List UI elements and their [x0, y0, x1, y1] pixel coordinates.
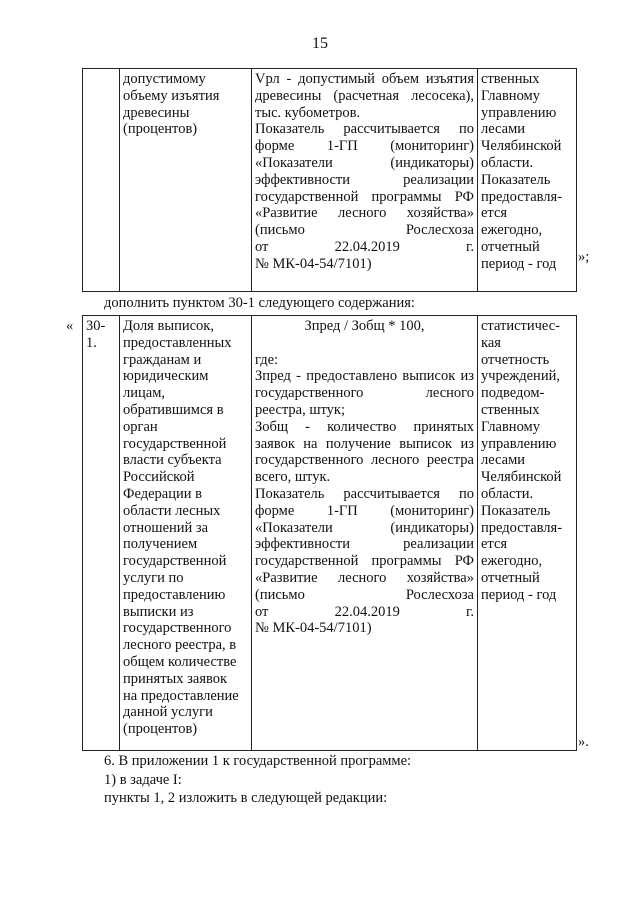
- cell-line: лицам,: [123, 385, 165, 402]
- cell-line: (письмо Рослесхоза: [255, 222, 474, 239]
- cell-line: отношений за: [123, 519, 209, 536]
- item-number-cell: 30-1.: [83, 316, 120, 751]
- cell-line: древесины: [123, 104, 190, 121]
- cell-line: тыс. кубометров.: [255, 104, 361, 121]
- cell-line: услуги по: [123, 569, 184, 586]
- cell-line: период - год: [481, 255, 557, 272]
- cell-line: Главному: [481, 87, 540, 104]
- cell-line: Зпред - предоставлено выписок из: [255, 368, 474, 385]
- opening-quote-mark: «: [66, 318, 74, 334]
- cell-line: Vрл - допустимый объем изъятия: [255, 71, 474, 87]
- cell-line: принятых заявок: [123, 670, 228, 687]
- cell-line: (процентов): [123, 121, 198, 138]
- cell-line: ственных: [481, 401, 540, 418]
- cell-line: Показатель рассчитывается по: [255, 121, 474, 138]
- cell-line: государственной программы РФ: [255, 188, 474, 205]
- cell-line: государственного лесного: [255, 385, 474, 402]
- cell-line: государственного: [123, 620, 232, 637]
- cell-line: гражданам и: [123, 351, 202, 368]
- calculation-method-cell: [252, 316, 478, 751]
- cell-line: от 22.04.2019 г.: [255, 238, 474, 255]
- cell-line: объему изъятия: [123, 87, 220, 104]
- cell-line: выписки из: [123, 603, 194, 620]
- number-cell: [83, 69, 120, 292]
- cell-line: от 22.04.2019 г.: [255, 603, 474, 620]
- cell-line: где:: [255, 351, 279, 368]
- paragraph: 6. В приложении 1 к государственной программе:: [104, 753, 412, 769]
- cell-line: «Развитие лесного хозяйства»: [255, 205, 474, 222]
- cell-line: Челябинской: [481, 469, 562, 486]
- cell-line: эффективности реализации: [255, 536, 474, 553]
- cell-line: ственных: [481, 71, 540, 87]
- closing-quote-mark: ».: [578, 734, 589, 750]
- paragraph: пункты 1, 2 изложить в следующей редакции:: [104, 790, 388, 806]
- indicator-table-item-30-1: [82, 315, 577, 751]
- cell-line: период - год: [481, 586, 557, 603]
- cell-line: орган: [123, 418, 158, 435]
- cell-line: юридическим: [123, 368, 209, 385]
- indicator-name-cell: [120, 316, 252, 751]
- cell-line: Главному: [481, 418, 540, 435]
- cell-line: эффективности реализации: [255, 171, 474, 188]
- cell-line: форме 1-ГП (мониторинг): [255, 502, 474, 519]
- cell-line: Зобщ - количество принятых: [255, 418, 474, 435]
- cell-line: предоставля-: [481, 519, 563, 536]
- cell-line: реестра, штук;: [255, 401, 346, 418]
- amendment-paragraphs: [0, 752, 640, 808]
- cell-line: форме 1-ГП (мониторинг): [255, 138, 474, 155]
- cell-line: Федерации в: [123, 485, 202, 502]
- cell-line: лесами: [481, 121, 526, 138]
- cell-line: (процентов): [123, 721, 198, 738]
- cell-line: данной услуги: [123, 704, 213, 721]
- cell-line: получением: [123, 536, 198, 553]
- cell-line: ется: [481, 205, 508, 222]
- paragraph: 1) в задаче I:: [104, 771, 182, 788]
- cell-line: обратившимся в: [123, 401, 224, 418]
- cell-line: области лесных: [123, 502, 221, 519]
- cell-line: всего, штук.: [255, 469, 331, 486]
- cell-line: отчетный: [481, 569, 540, 586]
- cell-line: Показатель: [481, 171, 551, 188]
- cell-line: общем количестве: [123, 653, 237, 670]
- cell-line: государственного лесного реестра: [255, 452, 474, 469]
- page-number: 15: [312, 35, 328, 52]
- cell-line: власти субъекта: [123, 452, 222, 469]
- cell-line: Доля выписок,: [123, 318, 214, 334]
- cell-line: подведом-: [481, 385, 545, 402]
- data-source-cell: [478, 316, 577, 751]
- cell-line: ется: [481, 536, 508, 553]
- cell-line: кая: [481, 334, 501, 351]
- cell-line: «Показатели (индикаторы): [255, 519, 474, 536]
- data-source-cell: [478, 69, 577, 292]
- cell-line: ежегодно,: [481, 222, 543, 239]
- cell-line: Челябинской: [481, 138, 562, 155]
- cell-line: государственной программы РФ: [255, 553, 474, 570]
- cell-line: № МК-04-54/7101): [255, 620, 372, 637]
- cell-line: управлению: [481, 435, 557, 452]
- cell-line: отчетный: [481, 238, 540, 255]
- cell-line: отчетность: [481, 351, 550, 368]
- cell-line: заявок на получение выписок из: [255, 435, 474, 452]
- cell-line: лесами: [481, 452, 526, 469]
- cell-line: государственной: [123, 435, 227, 452]
- intro-paragraph: дополнить пунктом 30-1 следующего содержания:: [104, 295, 415, 311]
- cell-line: предоставлению: [123, 586, 226, 603]
- cell-line: предоставля-: [481, 188, 563, 205]
- cell-line: допустимому: [123, 71, 206, 87]
- closing-quote-mark: »;: [578, 249, 590, 265]
- cell-line: древесины (расчетная лесосека),: [255, 87, 474, 104]
- cell-line: управлению: [481, 104, 557, 121]
- cell-line: предоставленных: [123, 334, 232, 351]
- cell-line: Показатель рассчитывается по: [255, 485, 474, 502]
- cell-line: статистичес-: [481, 318, 560, 334]
- table-row: [83, 69, 577, 292]
- cell-line: Российской: [123, 469, 195, 486]
- cell-line: лесного реестра, в: [123, 637, 237, 654]
- formula: Зпред / Зобщ * 100,: [304, 318, 425, 334]
- cell-line: № МК-04-54/7101): [255, 255, 372, 272]
- cell-line: (письмо Рослесхоза: [255, 586, 474, 603]
- cell-line: на предоставление: [123, 687, 239, 704]
- cell-line: «Показатели (индикаторы): [255, 154, 474, 171]
- indicator-name-cell: [120, 69, 252, 292]
- cell-line: учреждений,: [481, 368, 560, 385]
- calculation-method-cell: [252, 69, 478, 292]
- cell-line: «Развитие лесного хозяйства»: [255, 569, 474, 586]
- cell-line: Показатель: [481, 502, 551, 519]
- cell-line: области.: [481, 485, 534, 502]
- cell-line: области.: [481, 154, 534, 171]
- cell-line: государственной: [123, 553, 227, 570]
- indicator-table-continuation: [82, 68, 577, 292]
- cell-line: ежегодно,: [481, 553, 543, 570]
- table-row: [83, 316, 577, 751]
